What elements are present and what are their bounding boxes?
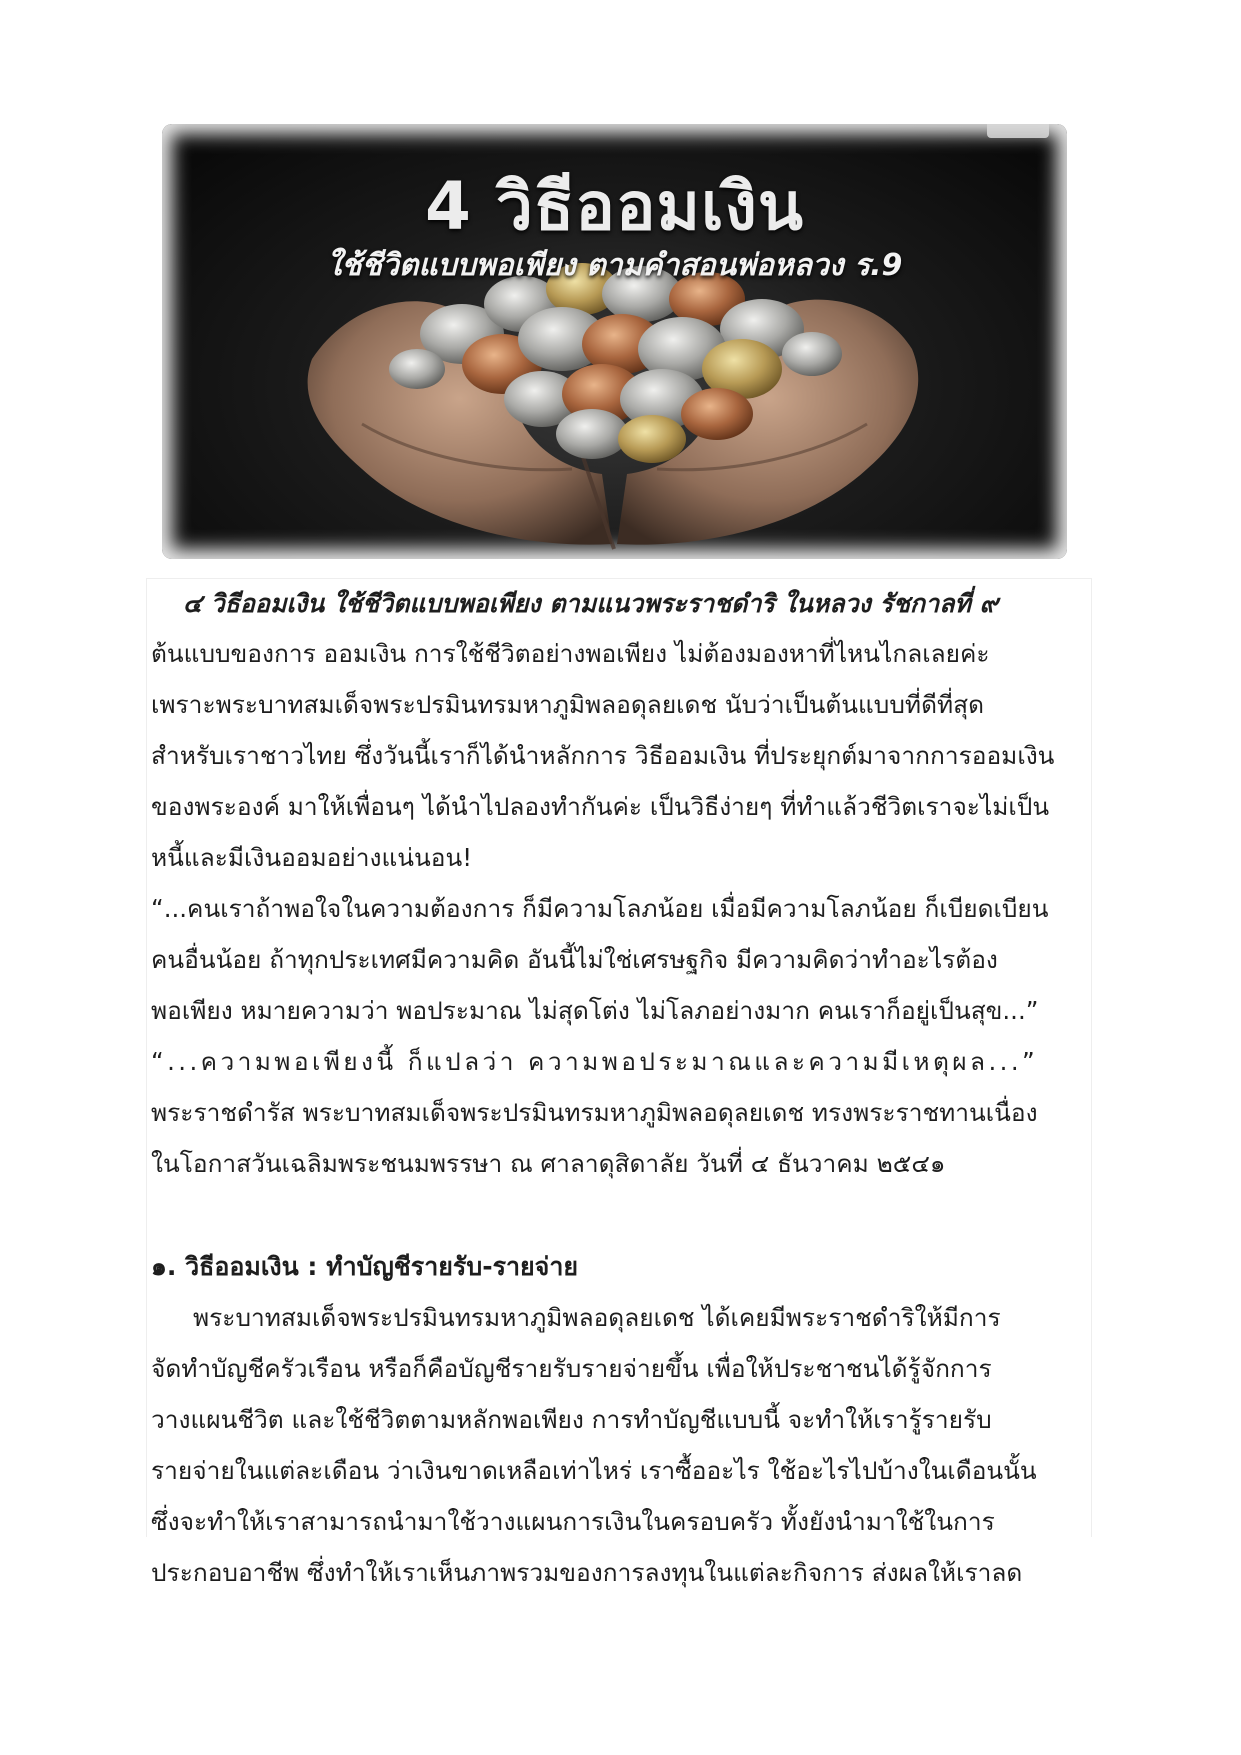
intro-line: หนี้และมีเงินออมอย่างแน่นอน!	[151, 843, 473, 872]
attribution-line: ในโอกาสวันเฉลิมพระชนมพรรษา ณ ศาลาดุสิดาลัย วันที่ ๔ ธันวาคม ๒๕๔๑	[151, 1149, 946, 1178]
intro-line: ของพระองค์ มาให้เพื่อนๆ ได้นำไปลองทำกันค่ะ เป็นวิธีง่ายๆ ที่ทำแล้วชีวิตเราจะไม่เป็น	[151, 792, 1050, 821]
intro-line: เพราะพระบาทสมเด็จพระปรมินทรมหาภูมิพลอดุลยเดช นับว่าเป็นต้นแบบที่ดีที่สุด	[151, 690, 984, 719]
section-line: วางแผนชีวิต และใช้ชีวิตตามหลักพอเพียง การทำบัญชีแบบนี้ จะทำให้เรารู้รายรับ	[151, 1405, 992, 1434]
hero-subtitle: ใช้ชีวิตแบบพอเพียง ตามคำสอนพ่อหลวง ร.9	[326, 248, 903, 283]
hero-title: 4 วิธีออมเงิน	[425, 168, 804, 245]
section-heading: ๑. วิธีออมเงิน : ทำบัญชีรายรับ-รายจ่าย	[151, 1252, 579, 1281]
quote-line: “...ความพอเพียงนี้ ก็แปลว่า ความพอประมาณและความมีเหตุผล...”	[151, 1047, 1039, 1076]
section-line: ซึ่งจะทำให้เราสามารถนำมาใช้วางแผนการเงินในครอบครัว ทั้งยังนำมาใช้ในการ	[151, 1507, 995, 1536]
article-subheading: ๔ วิธีออมเงิน ใช้ชีวิตแบบพอเพียง ตามแนวพระราชดำริ ในหลวง รัชกาลที่ ๙	[183, 589, 998, 618]
section-line: พระบาทสมเด็จพระปรมินทรมหาภูมิพลอดุลยเดช ได้เคยมีพระราชดำริให้มีการ	[193, 1303, 1001, 1332]
section-line: ประกอบอาชีพ ซึ่งทำให้เราเห็นภาพรวมของการลงทุนในแต่ละกิจการ ส่งผลให้เราลด	[151, 1558, 1023, 1587]
section-line: รายจ่ายในแต่ละเดือน ว่าเงินขาดเหลือเท่าไหร่ เราซื้ออะไร ใช้อะไรไปบ้างในเดือนนั้น	[151, 1456, 1037, 1485]
image-tab	[987, 124, 1049, 138]
intro-line: สำหรับเราชาวไทย ซึ่งวันนี้เราก็ได้นำหลักการ วิธีออมเงิน ที่ประยุกต์มาจากการออมเงิน	[151, 741, 1055, 770]
section-line: จัดทำบัญชีครัวเรือน หรือก็คือบัญชีรายรับรายจ่ายขึ้น เพื่อให้ประชาชนได้รู้จักการ	[151, 1354, 992, 1383]
attribution-line: พระราชดำรัส พระบาทสมเด็จพระปรมินทรมหาภูมิพลอดุลยเดช ทรงพระราชทานเนื่อง	[151, 1098, 1038, 1127]
quote-line: พอเพียง หมายความว่า พอประมาณ ไม่สุดโต่ง ไม่โลภอย่างมาก คนเราก็อยู่เป็นสุข...”	[151, 996, 1039, 1025]
hero-image	[162, 124, 1067, 559]
quote-line: คนอื่นน้อย ถ้าทุกประเทศมีความคิด อันนี้ไม่ใช่เศรษฐกิจ มีความคิดว่าทำอะไรต้อง	[151, 945, 998, 974]
article-body	[146, 578, 1092, 1587]
quote-line: “...คนเราถ้าพอใจในความต้องการ ก็มีความโลภน้อย เมื่อมีความโลภน้อย ก็เบียดเบียน	[151, 894, 1049, 923]
intro-line: ต้นแบบของการ ออมเงิน การใช้ชีวิตอย่างพอเพียง ไม่ต้องมองหาที่ไหนไกลเลยค่ะ	[151, 639, 990, 668]
